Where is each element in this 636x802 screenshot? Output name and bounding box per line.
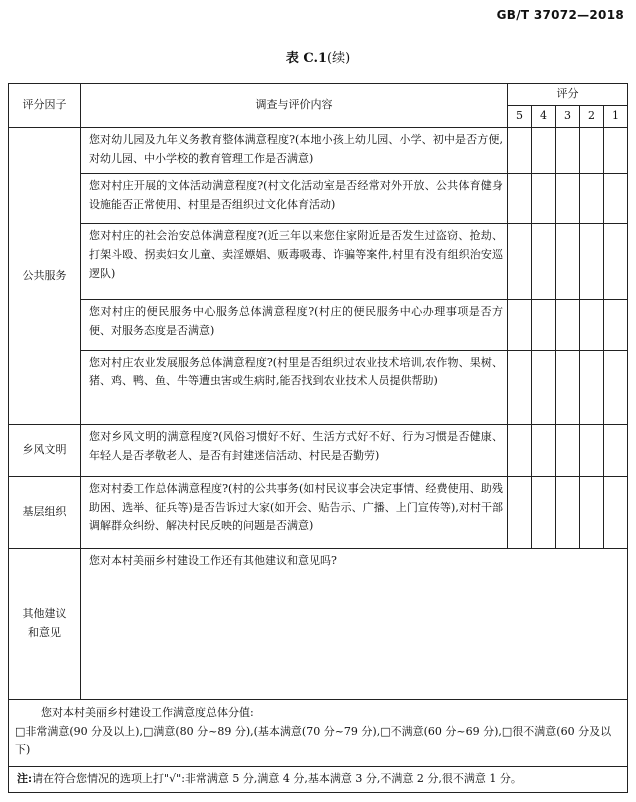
overall-row bbox=[9, 700, 628, 767]
table-row bbox=[9, 350, 628, 425]
score-box-1[interactable] bbox=[604, 425, 628, 477]
question-cell: 您对村庄开展的文体活动满意程度?(村文化活动室是否经常对外开放、公共体育健身设施能否正常使用、村里是否组织过文化体育活动) bbox=[81, 173, 508, 223]
question-cell: 您对村委工作总体满意程度?(村的公共事务(如村民议事会决定事情、经费使用、助残助困、选举、征兵等)是否告诉过大家(如开会、贴告示、广播、上门宣传等),对村干部调解群众纠纷、解决村民反映的问题是否满意) bbox=[81, 476, 508, 548]
score-box-3[interactable] bbox=[556, 476, 580, 548]
note-text: 请在符合您情况的选项上打"√":非常满意 5 分,满意 4 分,基本满意 3 分,不满意 2 分,很不满意 1 分。 bbox=[32, 771, 522, 785]
question-cell: 您对幼儿园及九年义务教育整体满意程度?(本地小孩上幼儿园、小学、初中是否方便,对幼儿园、中小学校的教育管理工作是否满意) bbox=[81, 128, 508, 173]
score-box-4[interactable] bbox=[532, 128, 556, 173]
header-row bbox=[9, 84, 628, 106]
score-box-4[interactable] bbox=[532, 224, 556, 300]
col-header-factor: 评分因子 bbox=[9, 84, 81, 128]
col-header-content: 调查与评价内容 bbox=[81, 84, 508, 128]
factor-other-line1: 其他建议 bbox=[22, 607, 67, 621]
table-title-continued: (续) bbox=[327, 51, 351, 66]
score-level-2: 2 bbox=[580, 106, 604, 128]
score-box-4[interactable] bbox=[532, 425, 556, 477]
factor-rural-civility: 乡风文明 bbox=[9, 425, 81, 477]
score-box-5[interactable] bbox=[508, 476, 532, 548]
score-level-4: 4 bbox=[532, 106, 556, 128]
score-box-5[interactable] bbox=[508, 224, 532, 300]
score-box-1[interactable] bbox=[604, 350, 628, 425]
table-row bbox=[9, 476, 628, 548]
table-row bbox=[9, 128, 628, 173]
table-row bbox=[9, 300, 628, 350]
table-row bbox=[9, 425, 628, 477]
score-box-2[interactable] bbox=[580, 300, 604, 350]
standard-code: GB/T 37072—2018 bbox=[496, 8, 624, 22]
note-cell bbox=[9, 766, 628, 792]
score-box-1[interactable] bbox=[604, 476, 628, 548]
score-box-5[interactable] bbox=[508, 128, 532, 173]
question-cell: 您对乡风文明的满意程度?(风俗习惯好不好、生活方式好不好、行为习惯是否健康、年轻人是否孝敬老人、是否有封建迷信活动、村民是否勤劳) bbox=[81, 425, 508, 477]
table-row bbox=[9, 224, 628, 300]
score-box-1[interactable] bbox=[604, 224, 628, 300]
col-header-score: 评分 bbox=[508, 84, 628, 106]
score-box-3[interactable] bbox=[556, 224, 580, 300]
score-box-2[interactable] bbox=[580, 173, 604, 223]
score-box-3[interactable] bbox=[556, 173, 580, 223]
question-cell: 您对村庄的社会治安总体满意程度?(近三年以来您住家附近是否发生过盗窃、抢劫、打架斗殴、拐卖妇女儿童、卖淫嫖娼、贩毒吸毒、诈骗等案件,村里有没有组织治安巡逻队) bbox=[81, 224, 508, 300]
question-cell: 您对村庄的便民服务中心服务总体满意程度?(村庄的便民服务中心办理事项是否方便、对服务态度是否满意) bbox=[81, 300, 508, 350]
note-label: 注: bbox=[17, 771, 33, 785]
score-box-3[interactable] bbox=[556, 300, 580, 350]
score-box-3[interactable] bbox=[556, 425, 580, 477]
suggestions-cell[interactable]: 您对本村美丽乡村建设工作还有其他建议和意见吗? bbox=[81, 548, 628, 699]
table-title-label: 表 C.1 bbox=[285, 51, 328, 66]
overall-options[interactable]: □非常满意(90 分及以上),□满意(80 分~89 分),(基本满意(70 分~79 分),□不满意(60 分~69 分),□很不满意(60 分及以下) bbox=[15, 724, 612, 757]
table-row bbox=[9, 173, 628, 223]
table-title bbox=[0, 47, 636, 66]
score-box-2[interactable] bbox=[580, 224, 604, 300]
score-box-2[interactable] bbox=[580, 476, 604, 548]
factor-other-suggestions bbox=[9, 548, 81, 699]
score-box-2[interactable] bbox=[580, 350, 604, 425]
overall-question: 您对本村美丽乡村建设工作满意度总体分值: bbox=[41, 706, 254, 719]
score-box-2[interactable] bbox=[580, 128, 604, 173]
score-box-1[interactable] bbox=[604, 173, 628, 223]
factor-other-line2: 和意见 bbox=[28, 625, 61, 639]
score-box-5[interactable] bbox=[508, 300, 532, 350]
score-box-4[interactable] bbox=[532, 476, 556, 548]
score-level-5: 5 bbox=[508, 106, 532, 128]
factor-grassroots: 基层组织 bbox=[9, 476, 81, 548]
score-box-3[interactable] bbox=[556, 350, 580, 425]
survey-table bbox=[8, 83, 628, 793]
score-box-1[interactable] bbox=[604, 300, 628, 350]
score-level-1: 1 bbox=[604, 106, 628, 128]
score-box-3[interactable] bbox=[556, 128, 580, 173]
score-box-4[interactable] bbox=[532, 300, 556, 350]
note-row bbox=[9, 766, 628, 792]
score-level-3: 3 bbox=[556, 106, 580, 128]
overall-cell bbox=[9, 700, 628, 767]
factor-public-service: 公共服务 bbox=[9, 128, 81, 425]
score-box-2[interactable] bbox=[580, 425, 604, 477]
score-box-5[interactable] bbox=[508, 350, 532, 425]
question-cell: 您对村庄农业发展服务总体满意程度?(村里是否组织过农业技术培训,农作物、果树、猪、鸡、鸭、鱼、牛等遭虫害或生病时,能否找到农业技术人员提供帮助) bbox=[81, 350, 508, 425]
score-box-5[interactable] bbox=[508, 425, 532, 477]
score-box-5[interactable] bbox=[508, 173, 532, 223]
score-box-4[interactable] bbox=[532, 173, 556, 223]
score-box-4[interactable] bbox=[532, 350, 556, 425]
score-box-1[interactable] bbox=[604, 128, 628, 173]
table-row bbox=[9, 548, 628, 699]
